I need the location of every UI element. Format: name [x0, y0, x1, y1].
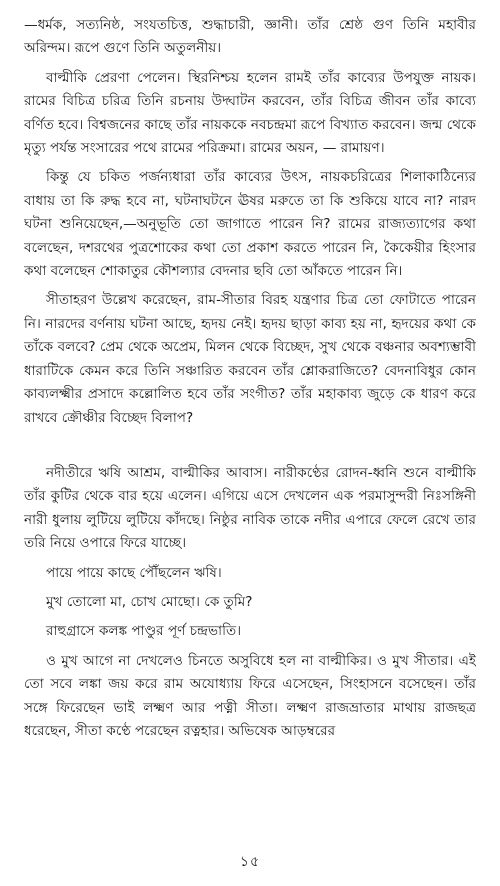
page-number: ১৫ — [239, 854, 261, 870]
paragraph-2: বাল্মীকি প্রেরণা পেলেন। স্থিরনিশ্চয় হলেন রামই তাঁর কাব্যের উপযুক্ত নায়ক। রামের বিচিত্র চরিত্র তিনি রচনায় উদ্ঘাটন করবেন, তাঁর বিচিত্র জীবন তাঁর কাব্যে বর্ণিত হবে। বিশ্বজনের কাছে তাঁর নায়ককে নবচন্দ্রমা রূপে বিখ্যাত করবেন। জন্ম থেকে মৃত্যু পর্যন্ত সংসারের পথে রামের পরিক্রমা। রামের অয়ন, — রামায়ণ। — [24, 69, 476, 157]
section-break — [24, 436, 476, 462]
paragraph-5: নদীতীরে ঋষি আশ্রম, বাল্মীকির আবাস। নারীকণ্ঠের রোদন-ধ্বনি শুনে বাল্মীকি তাঁর কুটির থেকে বার হয়ে এলেন। এগিয়ে এসে দেখলেন এক পরমাসুন্দরী নিঃসঙ্গিনী নারী ধুলায় লুটিয়ে লুটিয়ে কাঁদছে। নিষ্ঠুর নাবিক তাকে নদীর এপারে ফেলে রেখে তার তরি নিয়ে ওপারে ফিরে যাচ্ছে। — [24, 464, 476, 552]
paragraph-1: —ধর্মক, সত্যনিষ্ঠ, সংযতচিত্ত, শুদ্ধাচারী, জ্ঞানী। তাঁর শ্রেষ্ঠ গুণ তিনি মহাবীর অরিন্দম। রূপে গুণে তিনি অতুলনীয়। — [24, 17, 476, 57]
paragraph-8: রাহুগ্রাসে কলঙ্ক পাণ্ডুর পূর্ণ চন্দ্রভাতি। — [46, 623, 242, 640]
paragraph-7: মুখ তোলো মা, চোখ মোছো। কে তুমি? — [46, 593, 253, 610]
paragraph-6: পায়ে পায়ে কাছে পৌঁছলেন ঋষি। — [46, 564, 222, 581]
section-one — [24, 14, 476, 430]
paragraph-3: কিন্তু যে চকিত পর্জন্যধারা তাঁর কাব্যের উৎস, নায়কচরিত্রের শিলাকাঠিন্যের বাধায় তা কি রুদ্ধ হবে না, ঘটনাঘটনে ঊষর মরুতে তা কি শুকিয়ে যাবে না? নারদ ঘটনা শুনিয়েছেন,—অনুভূতি তো জাগাতে পারেন নি? রামের রাজ্যত্যাগের কথা বলেছেন, দশরথের পুত্রশোকের কথা তো প্রকাশ করতে পারেন নি, কৈকেয়ীর হিংসার কথা বলেছেন শোকাতুর কৌশল্যার বেদনার ছবি তো আঁকতে পারেন নি। — [24, 169, 476, 280]
paragraph-4: সীতাহরণ উল্লেখ করেছেন, রাম-সীতার বিরহ যন্ত্রণার চিত্র তো ফোটাতে পারেন নি। নারদের বর্ণনায় ঘটনা আছে, হৃদয় নেই। হৃদয় ছাড়া কাব্য হয় না, হৃদয়ের কথা কে তাঁকে বলবে? প্রেম থেকে অপ্রেম, মিলন থেকে বিচ্ছেদ, সুখ থেকে বঞ্চনার অবশ্যম্ভাবী ধারাটিকে কেমন করে তিনি সঞ্চারিত করবেন তাঁর শ্লোকরাজিতে? বেদনাবিধুর কোন কাব্যলক্ষ্মীর প্রসাদে কল্লোলিত হবে তাঁর সংগীত? তাঁর মহাকাব্য জুড়ে কে ধারণ করে রাখবে ক্রৌঞ্চীর বিচ্ছেদ বিলাপ? — [24, 292, 476, 426]
section-two — [24, 462, 476, 743]
paragraph-9: ও মুখ আগে না দেখলেও চিনতে অসুবিধে হল না বাল্মীকির। ও মুখ সীতার। এই তো সবে লঙ্কা জয় করে রাম অযোধ্যায় ফিরে এসেছেন, সিংহাসনে বসেছেন। তাঁর সঙ্গে ফিরেছেন ভাই লক্ষ্মণ আর পত্নী সীতা। লক্ষ্মণ রাজভ্রাতার মাথায় রাজছত্র ধরেছেন, সীতা কণ্ঠে পরেছেন রত্নহার। অভিষেক আড়ম্বরের — [24, 652, 476, 739]
book-page — [24, 14, 476, 872]
